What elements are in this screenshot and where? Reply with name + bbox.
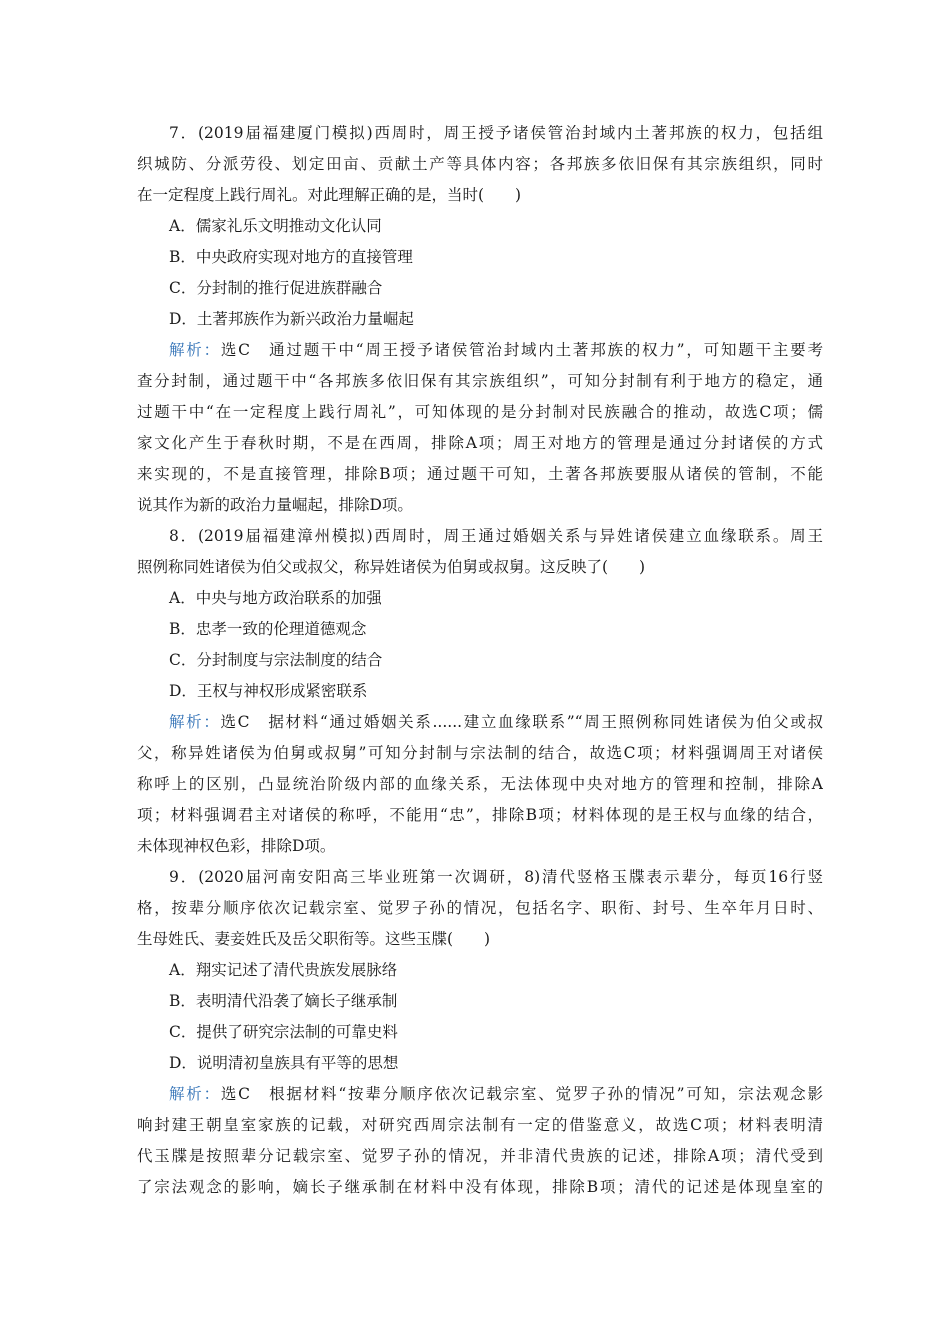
question-9 [137,862,823,1203]
question-8 [137,521,823,862]
option-c: C．分封制的推行促进族群融合 [169,279,383,297]
option-a: A．儒家礼乐文明推动文化认同 [169,217,382,235]
question-stem-line: 9．(2020届河南安阳高三毕业班第一次调研，8)清代竖格玉牒表示辈分，每页16行竖 [169,868,823,886]
analysis-line: 过题干中“在一定程度上践行周礼”，可知体现的是分封制对民族融合的推动，故选C项；儒 [137,403,823,421]
analysis-line: 未体现神权色彩，排除D项。 [137,837,336,855]
option-d: D．土著邦族作为新兴政治力量崛起 [169,310,414,328]
analysis-line: 项；材料强调君主对诸侯的称呼，不能用“忠”，排除B项；材料体现的是王权与血缘的结合， [137,806,823,824]
analysis-first-line [137,1079,823,1110]
option-c: C．提供了研究宗法制的可靠史料 [169,1023,398,1041]
analysis-line: 父，称异姓诸侯为伯舅或叔舅”可知分封制与宗法制的结合，故选C项；材料强调周王对诸侯 [137,744,823,762]
option-a: A．中央与地方政治联系的加强 [169,589,382,607]
analysis-text: 选C 据材料“通过婚姻关系......建立血缘联系”“周王照例称同姓诸侯为伯父或叔 [220,713,823,731]
analysis-label: 解析： [169,713,221,731]
analysis-line: 代玉牒是按照辈分记载宗室、觉罗子孙的情况，并非清代贵族的记述，排除A项；清代受到 [137,1147,823,1165]
question-stem-line: 织城防、分派劳役、划定田亩、贡献土产等具体内容；各邦族多依旧保有其宗族组织，同时 [137,155,823,173]
analysis-line: 了宗法观念的影响，嫡长子继承制在材料中没有体现，排除B项；清代的记述是体现皇室的 [137,1178,823,1196]
analysis-text: 选C 通过题干中“周王授予诸侯管治封域内土著邦族的权力”，可知题干主要考 [220,341,823,359]
question-7 [137,118,823,521]
analysis-first-line [137,707,823,738]
question-stem-line: 8．(2019届福建漳州模拟)西周时，周王通过婚姻关系与异姓诸侯建立血缘联系。周王 [169,527,823,545]
option-b: B．表明清代沿袭了嫡长子继承制 [169,992,398,1010]
question-stem-line: 生母姓氏、妻妾姓氏及岳父职衔等。这些玉牒( ) [137,930,491,948]
option-b: B．忠孝一致的伦理道德观念 [169,620,367,638]
analysis-line: 来实现的，不是直接管理，排除B项；通过题干可知，土著各邦族要服从诸侯的管制，不能 [137,465,823,483]
question-stem-line: 在一定程度上践行周礼。对此理解正确的是，当时( ) [137,186,522,204]
option-c: C．分封制度与宗法制度的结合 [169,651,383,669]
analysis-label: 解析： [169,1085,221,1103]
analysis-line: 响封建王朝皇室家族的记载，对研究西周宗法制有一定的借鉴意义，故选C项；材料表明清 [137,1116,823,1134]
question-stem-line: 7．(2019届福建厦门模拟)西周时，周王授予诸侯管治封域内土著邦族的权力，包括组 [169,124,823,142]
option-b: B．中央政府实现对地方的直接管理 [169,248,413,266]
option-d: D．王权与神权形成紧密联系 [169,682,368,700]
analysis-first-line [137,335,823,366]
analysis-text: 选C 根据材料“按辈分顺序依次记载宗室、觉罗子孙的情况”可知，宗法观念影 [220,1085,823,1103]
analysis-line: 家文化产生于春秋时期，不是在西周，排除A项；周王对地方的管理是通过分封诸侯的方式 [137,434,823,452]
question-stem-line: 格，按辈分顺序依次记载宗室、觉罗子孙的情况，包括名字、职衔、封号、生卒年月日时、 [137,899,823,917]
analysis-line: 查分封制，通过题干中“各邦族多依旧保有其宗族组织”，可知分封制有利于地方的稳定，通 [137,372,823,390]
analysis-line: 说其作为新的政治力量崛起，排除D项。 [137,496,413,514]
analysis-line: 称呼上的区别，凸显统治阶级内部的血缘关系，无法体现中央对地方的管理和控制，排除A [137,775,823,793]
question-stem-line: 照例称同姓诸侯为伯父或叔父，称异姓诸侯为伯舅或叔舅。这反映了( ) [137,558,646,576]
option-a: A．翔实记述了清代贵族发展脉络 [169,961,398,979]
option-d: D．说明清初皇族具有平等的思想 [169,1054,399,1072]
analysis-label: 解析： [169,341,221,359]
